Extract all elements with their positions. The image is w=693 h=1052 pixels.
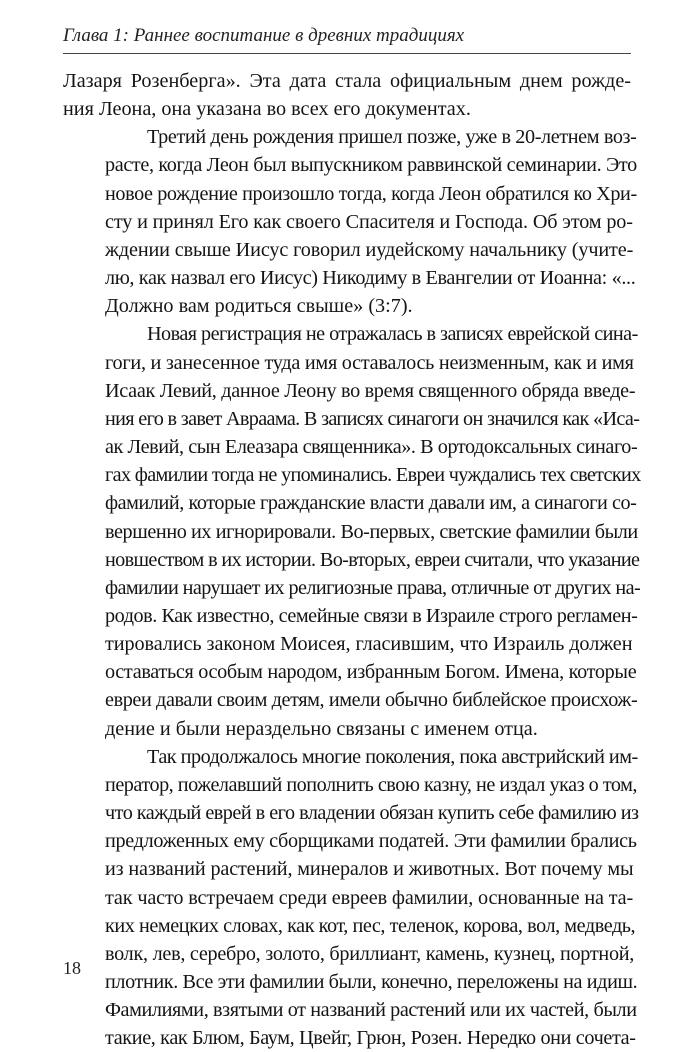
body-text (63, 67, 641, 1052)
text-line: новшеством в их истории. Во-вторых, евреи считали, что указание (105, 548, 640, 571)
header-rule (63, 53, 631, 54)
text-line: плотник. Все эти фамилии были, конечно, переложены на идиш. (105, 971, 638, 993)
text-line: вершенно их игнорировали. Во-первых, светские фамилии были (105, 520, 638, 543)
text-line: из названий растений, минералов и животных. Вот почему мы (105, 858, 634, 881)
text-line: Исаак Левий, данное Леону во время священного обряда введе- (105, 379, 636, 402)
text-line: фамилии нарушает их религиозные права, отличные от других на- (105, 576, 641, 599)
text-line: такие, как Блюм, Баум, Цвейг, Грюн, Розен. Нередко они сочета- (105, 1027, 636, 1050)
text-line: гоги, и занесенное туда имя оставалось неизменным, как и имя (105, 351, 634, 374)
text-line: волк, лев, серебро, золото, бриллиант, камень, кузнец, портной, (105, 942, 635, 965)
text-line: гах фамилии тогда не упоминались. Евреи чуждались тех светских (105, 464, 641, 487)
page-number: 18 (63, 958, 81, 978)
text-line: родов. Как известно, семейные связи в Израиле строго регламен- (105, 604, 638, 627)
text-line: новое рождение произошло тогда, когда Леон обратился ко Хри- (105, 182, 637, 205)
text-line: тировались законом Моисея, гласившим, что Израиль должен (105, 633, 633, 656)
text-line: расте, когда Леон был выпускником раввинской семинарии. Это (105, 154, 637, 177)
paragraph (63, 123, 637, 320)
text-line: ких немецких словах, как кот, пес, теленок, корова, вол, медведь, (105, 914, 636, 937)
text-line: Лазаря Розенберга». Эта дата стала официальным днем рожде- (63, 70, 631, 92)
text-line: что каждый еврей в его владении обязан купить себе фамилию из (105, 802, 639, 825)
text-line: дение и были нераздельно связаны с именем отца. (105, 717, 538, 740)
text-line: ния Леона, она указана во всех его документах. (63, 98, 471, 121)
text-line: Так продолжалось многие поколения, пока австрийский им- (147, 745, 638, 768)
text-line: так часто встречаем среди евреев фамилии, основанные на та- (105, 886, 634, 909)
text-line: Фамилиями, взятыми от названий растений или их частей, были (105, 999, 637, 1022)
text-line: ператор, пожелавший пополнить свою казну, не издал указ о том, (105, 773, 637, 796)
running-head: Глава 1: Раннее воспитание в древних традициях (63, 25, 465, 46)
paragraph (63, 320, 641, 742)
text-line: сту и принял Его как своего Спасителя и Господа. Об этом ро- (105, 210, 633, 233)
paragraph (63, 67, 631, 123)
text-line: Новая регистрация не отражалась в записях еврейской сина- (147, 323, 638, 346)
text-line: фамилий, которые гражданские власти давали им, а синагоги со- (105, 492, 637, 515)
text-line: предложенных ему сборщиками податей. Эти фамилии брались (105, 830, 637, 853)
paragraph (63, 743, 639, 1052)
text-line: лю, как назвал его Иисус) Никодиму в Евангелии от Иоанна: «... (105, 267, 636, 290)
text-line: ния его в завет Авраама. В записях синагоги он значился как «Иса- (105, 407, 640, 430)
text-line: ак Левий, сын Елеазара священника». В ортодоксальных синаго- (105, 436, 638, 459)
book-page (63, 0, 641, 1050)
text-line: Третий день рождения пришел позже, уже в 20-летнем воз- (147, 126, 637, 149)
text-line: оставаться особым народом, избранным Богом. Имена, которые (105, 661, 637, 684)
text-line: ждении свыше Иисус говорил иудейскому начальнику (учите- (105, 238, 634, 261)
text-line: Должно вам родиться свыше» (3:7). (105, 295, 413, 318)
text-line: евреи давали своим детям, имели обычно библейское происхож- (105, 689, 638, 712)
